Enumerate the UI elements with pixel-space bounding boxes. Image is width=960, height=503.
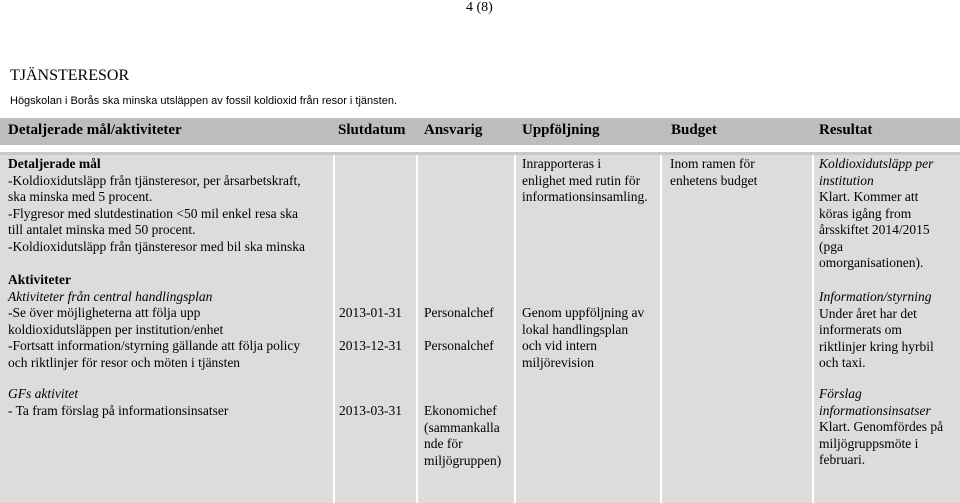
result-italic-line: Koldioxidutsläpp per bbox=[819, 156, 934, 171]
result-line: februari. bbox=[819, 452, 866, 467]
goals-followup bbox=[522, 156, 648, 206]
header-end-date: Slutdatum bbox=[338, 122, 406, 138]
goals-line: -Koldioxidutsläpp från tjänsteresor med bil ska minska bbox=[8, 238, 305, 254]
result-line: riktlinjer kring hyrbil bbox=[819, 338, 934, 354]
followup-line: lokal handlingsplan bbox=[522, 321, 629, 337]
activities-responsible-2: Personalchef bbox=[424, 338, 494, 353]
activities-result bbox=[819, 289, 934, 372]
activities-heading: Aktiviteter bbox=[8, 272, 71, 287]
result-line: Klart. Kommer att bbox=[819, 189, 919, 204]
result-line: Klart. Genomfördes på bbox=[819, 419, 944, 434]
gfs-responsible bbox=[424, 403, 501, 469]
followup-line: informationsinsamling. bbox=[522, 189, 648, 204]
responsible-line: miljögruppen) bbox=[424, 452, 502, 468]
responsible-line: nde för bbox=[424, 436, 463, 451]
gfs-line: - Ta fram förslag på informationsinsatser bbox=[8, 402, 229, 418]
header-result: Resultat bbox=[819, 122, 873, 138]
result-italic-line: Information/styrning bbox=[819, 289, 932, 304]
result-line: och taxi. bbox=[819, 355, 866, 370]
activities-responsible-1: Personalchef bbox=[424, 305, 494, 320]
activities-line: och riktlinjer för resor och möten i tjänsten bbox=[8, 354, 241, 370]
followup-line: enlighet med rutin för bbox=[522, 172, 641, 188]
gfs-date: 2013-03-31 bbox=[339, 403, 402, 418]
goals-budget bbox=[670, 156, 757, 189]
responsible-line: Ekonomichef bbox=[424, 403, 497, 418]
column-end-date-bg bbox=[335, 155, 416, 503]
goals-result bbox=[819, 156, 933, 272]
gfs-heading: GFs aktivitet bbox=[8, 386, 79, 401]
goals-line: till antalet minska med 50 procent. bbox=[8, 222, 196, 237]
activities-line: -Se över möjligheterna att följa upp bbox=[8, 305, 201, 320]
result-italic-line: informationsinsatser bbox=[819, 402, 931, 418]
header-responsible: Ansvarig bbox=[424, 122, 483, 138]
goals-line: -Flygresor med slutdestination <50 mil enkel resa ska bbox=[8, 205, 298, 221]
goals-block bbox=[8, 156, 305, 255]
activities-block bbox=[8, 272, 300, 371]
header-followup: Uppföljning bbox=[522, 122, 600, 138]
result-line: (pga bbox=[819, 238, 843, 254]
section-title: TJÄNSTERESOR bbox=[10, 67, 130, 84]
result-italic-line: institution bbox=[819, 172, 874, 188]
activities-line: -Fortsatt information/styrning gällande att följa policy bbox=[8, 338, 301, 353]
budget-line: enhetens budget bbox=[670, 172, 758, 188]
result-line: omorganisationen). bbox=[819, 255, 924, 270]
activities-line: koldioxidutsläppen per institution/enhet bbox=[8, 321, 224, 337]
gfs-block bbox=[8, 386, 228, 419]
responsible-line: (sammankalla bbox=[424, 419, 500, 435]
followup-line: och vid intern bbox=[522, 338, 597, 353]
result-line: årsskiftet 2014/2015 bbox=[819, 222, 930, 237]
result-line: informerats om bbox=[819, 322, 902, 337]
goals-line: -Koldioxidutsläpp från tjänsteresor, per årsarbetskraft, bbox=[8, 172, 301, 188]
activities-date-2: 2013-12-31 bbox=[339, 338, 402, 353]
result-line: köras igång from bbox=[819, 205, 912, 221]
column-budget-bg bbox=[662, 155, 812, 503]
followup-line: miljörevision bbox=[522, 354, 594, 370]
header-budget: Budget bbox=[671, 122, 717, 138]
goals-line: ska minska med 5 procent. bbox=[8, 189, 153, 204]
activities-followup bbox=[522, 305, 644, 371]
followup-line: Genom uppföljning av bbox=[522, 305, 645, 320]
result-line: Under året har det bbox=[819, 305, 917, 321]
result-line: miljögruppsmöte i bbox=[819, 435, 919, 451]
header-detail: Detaljerade mål/aktiviteter bbox=[8, 122, 182, 138]
page-number: 4 (8) bbox=[466, 0, 493, 15]
goals-heading: Detaljerade mål bbox=[8, 156, 101, 171]
activities-date-1: 2013-01-31 bbox=[339, 305, 402, 320]
section-subtitle: Högskolan i Borås ska minska utsläppen av fossil koldioxid från resor i tjänsten. bbox=[10, 95, 398, 107]
result-italic-line: Förslag bbox=[819, 386, 862, 401]
followup-line: Inrapporteras i bbox=[522, 156, 602, 171]
gfs-result bbox=[819, 386, 943, 469]
activities-subheading: Aktiviteter från central handlingsplan bbox=[8, 288, 213, 304]
budget-line: Inom ramen för bbox=[670, 156, 755, 171]
